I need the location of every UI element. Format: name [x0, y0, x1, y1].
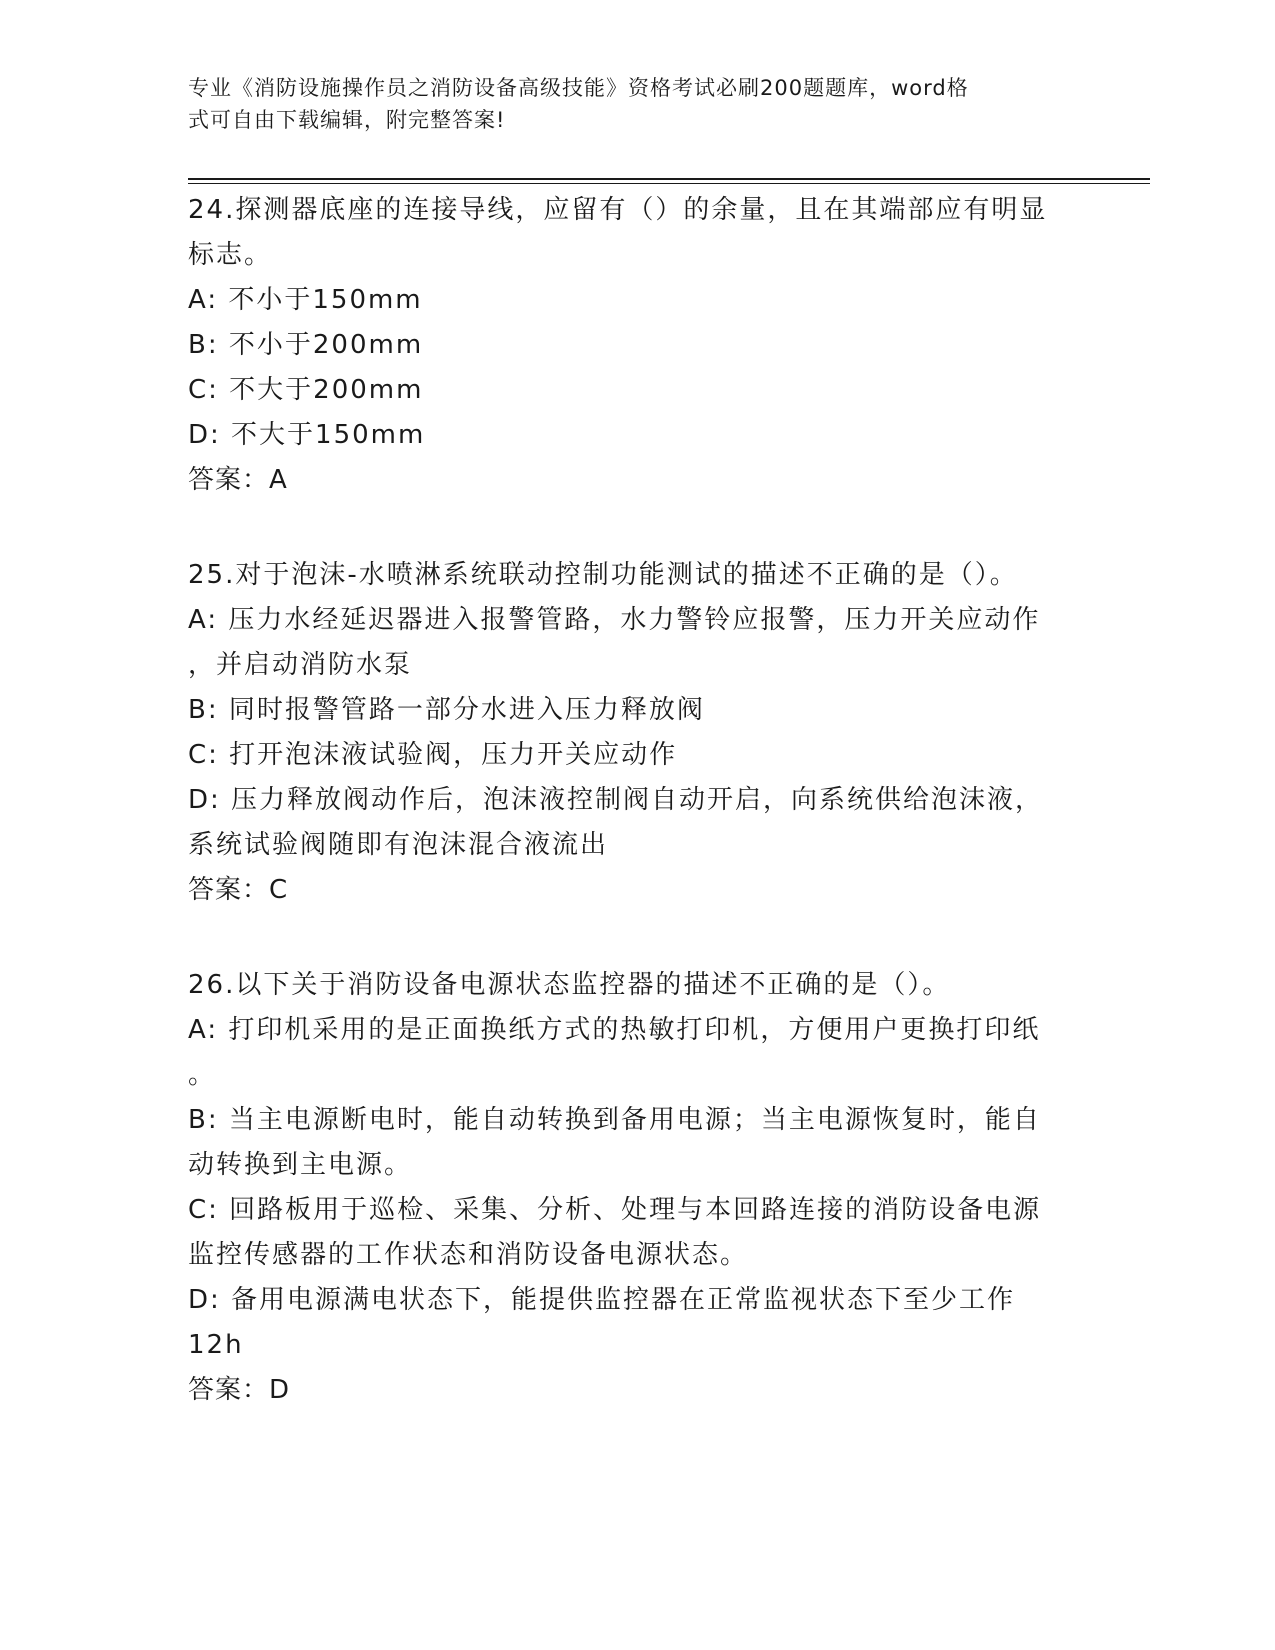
- document-header: [188, 72, 1068, 136]
- option-a: A: 不小于150mm: [188, 285, 423, 315]
- option-a: A: 打印机采用的是正面换纸方式的热敏打印机，方便用户更换打印纸: [188, 1015, 1041, 1045]
- option-c: C: 打开泡沫液试验阀，压力开关应动作: [188, 740, 678, 770]
- option-b: B: 不小于200mm: [188, 330, 424, 360]
- question-list: [188, 188, 1088, 1463]
- question-25: [188, 553, 1088, 913]
- option-d: D: 备用电源满电状态下，能提供监控器在正常监视状态下至少工作: [188, 1285, 1016, 1315]
- question-24: [188, 188, 1088, 503]
- option-d: D: 压力释放阀动作后，泡沫液控制阀自动开启，向系统供给泡沫液，: [188, 785, 1044, 815]
- answer-label: 答案：D: [188, 1375, 291, 1405]
- question-stem: 26.以下关于消防设备电源状态监控器的描述不正确的是（）。: [188, 970, 951, 1000]
- header-divider: [188, 178, 1150, 180]
- answer-label: 答案：A: [188, 465, 288, 495]
- option-d-cont: 12h: [188, 1330, 244, 1360]
- option-b: B: 同时报警管路一部分水进入压力释放阀: [188, 695, 705, 725]
- question-26: [188, 963, 1088, 1413]
- option-a: A: 压力水经延迟器进入报警管路，水力警铃应报警，压力开关应动作: [188, 605, 1041, 635]
- option-a-cont: ，并启动消防水泵: [188, 650, 413, 680]
- option-d-cont: 系统试验阀随即有泡沫混合液流出: [188, 830, 609, 860]
- header-line-1: 专业《消防设施操作员之消防设备高级技能》资格考试必刷200题题库，word格: [188, 76, 969, 100]
- option-c-cont: 监控传感器的工作状态和消防设备电源状态。: [188, 1240, 749, 1270]
- option-c: C: 回路板用于巡检、采集、分析、处理与本回路连接的消防设备电源: [188, 1195, 1042, 1225]
- option-a-cont: 。: [188, 1060, 217, 1090]
- header-line-2: 式可自由下载编辑，附完整答案!: [188, 108, 506, 132]
- option-b: B: 当主电源断电时，能自动转换到备用电源；当主电源恢复时，能自: [188, 1105, 1041, 1135]
- answer-label: 答案：C: [188, 875, 289, 905]
- header-divider-thin: [188, 183, 1150, 184]
- option-c: C: 不大于200mm: [188, 375, 424, 405]
- question-stem: 25.对于泡沫-水喷淋系统联动控制功能测试的描述不正确的是（）。: [188, 560, 1018, 590]
- option-d: D: 不大于150mm: [188, 420, 426, 450]
- option-b-cont: 动转换到主电源。: [188, 1150, 413, 1180]
- question-stem: 24.探测器底座的连接导线，应留有（）的余量，且在其端部应有明显: [188, 195, 1048, 225]
- question-stem: 标志。: [188, 240, 273, 270]
